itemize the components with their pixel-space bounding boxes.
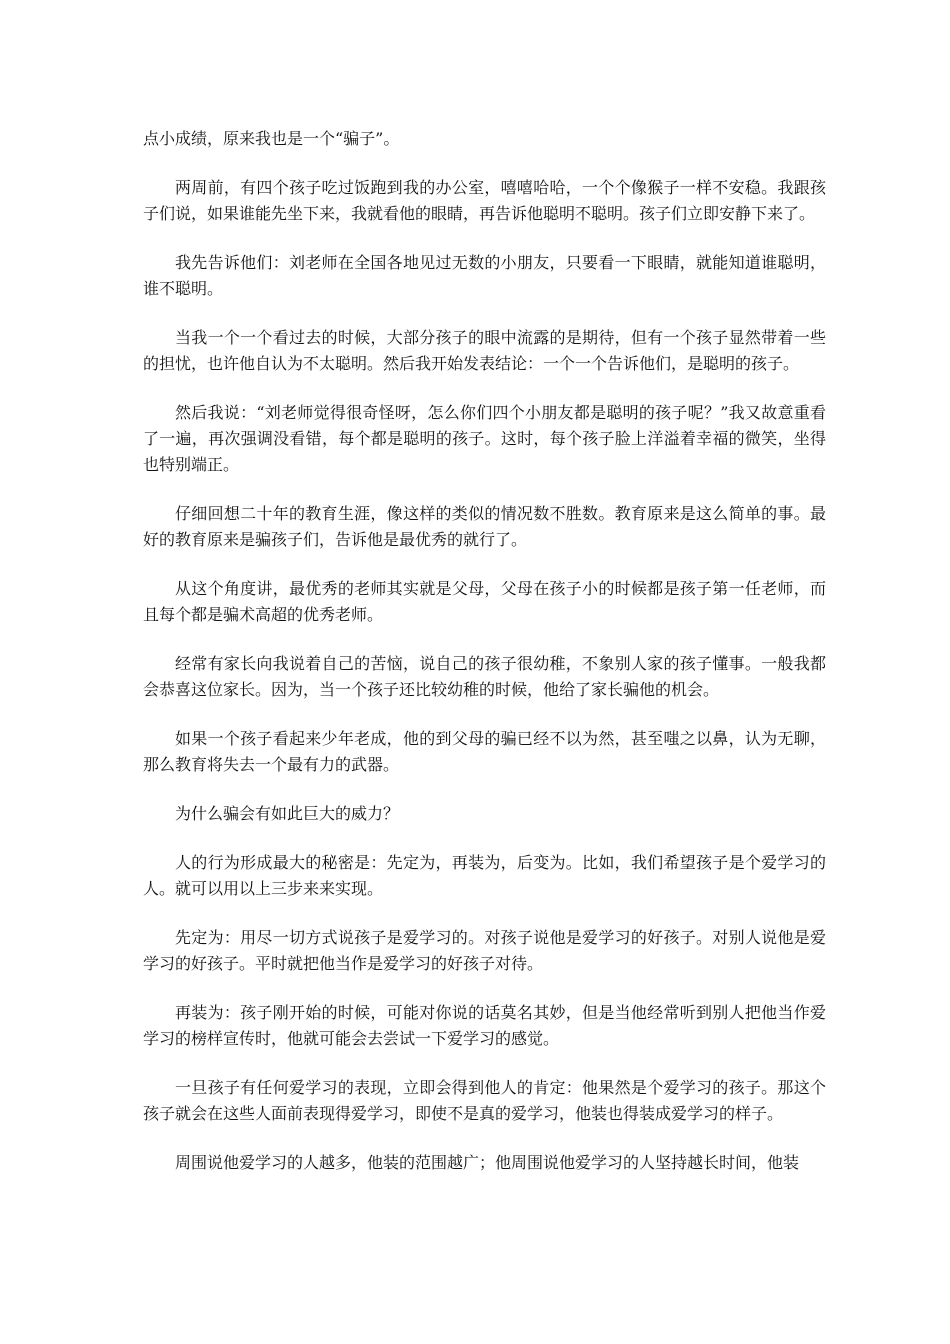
paragraph-truncated: 周围说他爱学习的人越多，他装的范围越广；他周围说他爱学习的人坚持越长时间，他装 — [175, 1153, 800, 1172]
paragraph: 两周前，有四个孩子吃过饭跑到我的办公室，嘻嘻哈哈，一个个像猴子一样不安稳。我跟孩子们说，如果谁能先坐下来，我就看他的眼睛，再告诉他聪明不聪明。孩子们立即安静下来了。 — [143, 178, 826, 223]
paragraph: 仔细回想二十年的教育生涯，像这样的类似的情况数不胜数。教育原来是这么简单的事。最好的教育原来是骗孩子们，告诉他是最优秀的就行了。 — [143, 504, 826, 549]
paragraph: 从这个角度讲，最优秀的老师其实就是父母，父母在孩子小的时候都是孩子第一任老师，而且每个都是骗术高超的优秀老师。 — [143, 579, 826, 624]
document-page — [143, 126, 826, 1199]
paragraph: 再装为：孩子刚开始的时候，可能对你说的话莫名其妙，但是当他经常听到别人把他当作爱学习的榜样宣传时，他就可能会去尝试一下爱学习的感觉。 — [143, 1003, 826, 1048]
paragraph: 当我一个一个看过去的时候，大部分孩子的眼中流露的是期待，但有一个孩子显然带着一些的担忧，也许他自认为不太聪明。然后我开始发表结论：一个一个告诉他们，是聪明的孩子。 — [143, 328, 826, 373]
paragraph: 然后我说：“刘老师觉得很奇怪呀，怎么你们四个小朋友都是聪明的孩子呢？”我又故意重看了一遍，再次强调没看错，每个都是聪明的孩子。这时，每个孩子脸上洋溢着幸福的微笑，坐得也特别端正。 — [143, 403, 826, 474]
paragraph: 如果一个孩子看起来少年老成，他的到父母的骗已经不以为然，甚至嗤之以鼻，认为无聊，那么教育将失去一个最有力的武器。 — [143, 729, 826, 774]
paragraph: 先定为：用尽一切方式说孩子是爱学习的。对孩子说他是爱学习的好孩子。对别人说他是爱学习的好孩子。平时就把他当作是爱学习的好孩子对待。 — [143, 928, 826, 973]
paragraph: 我先告诉他们：刘老师在全国各地见过无数的小朋友，只要看一下眼睛，就能知道谁聪明，谁不聪明。 — [143, 253, 826, 298]
paragraph: 一旦孩子有任何爱学习的表现，立即会得到他人的肯定：他果然是个爱学习的孩子。那这个孩子就会在这些人面前表现得爱学习，即使不是真的爱学习，他装也得装成爱学习的样子。 — [143, 1078, 826, 1123]
paragraph-question: 为什么骗会有如此巨大的威力？ — [175, 804, 400, 823]
paragraph: 人的行为形成最大的秘密是：先定为，再装为，后变为。比如，我们希望孩子是个爱学习的人。就可以用以上三步来来实现。 — [143, 853, 826, 898]
paragraph: 经常有家长向我说着自己的苦恼，说自己的孩子很幼稚，不象别人家的孩子懂事。一般我都会恭喜这位家长。因为，当一个孩子还比较幼稚的时候，他给了家长骗他的机会。 — [143, 654, 826, 699]
paragraph-continuation: 点小成绩，原来我也是一个“骗子”。 — [143, 129, 400, 148]
